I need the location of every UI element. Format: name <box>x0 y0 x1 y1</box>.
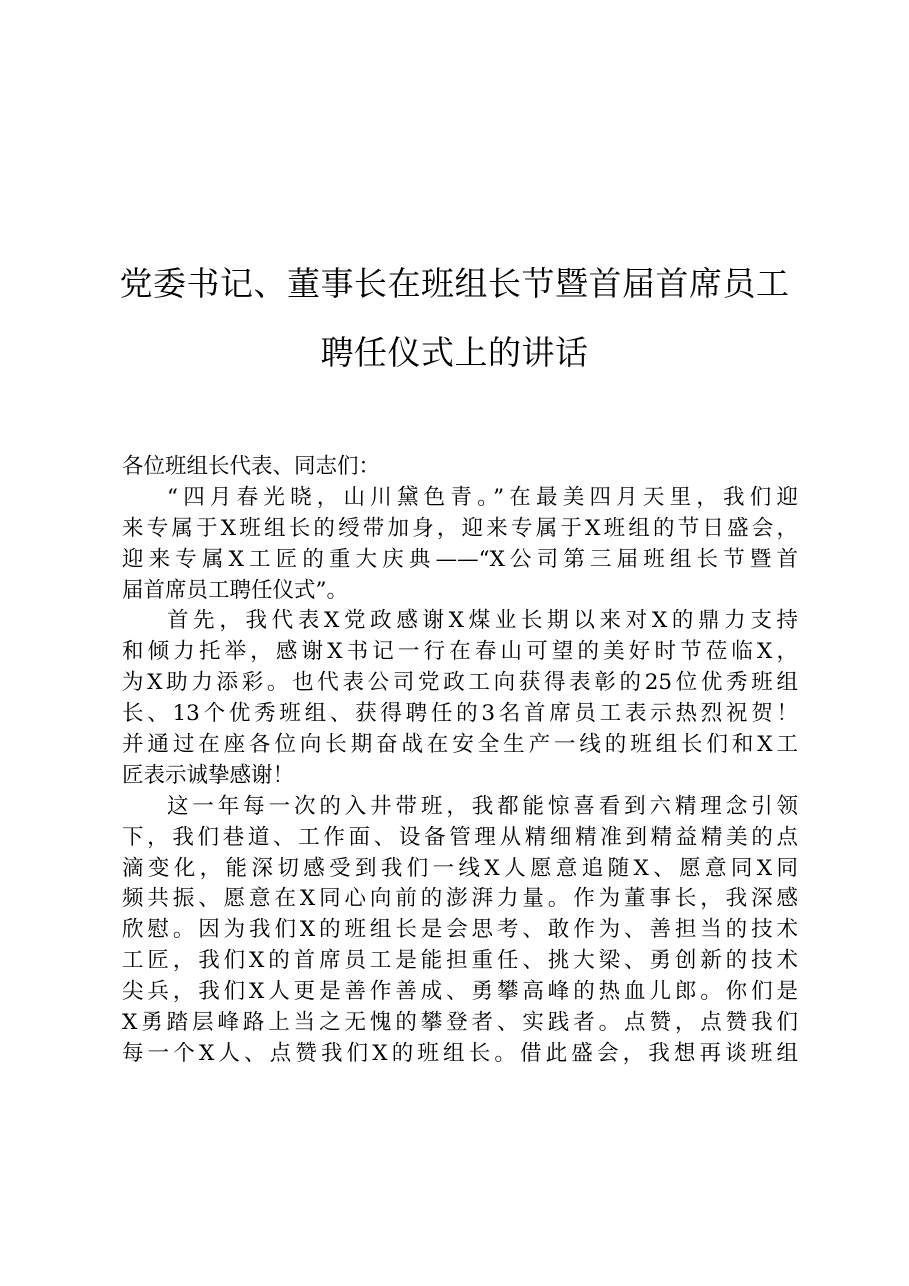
document-title-line-1: 党委书记、董事长在班组长节暨首届首席员工 <box>119 264 790 303</box>
paragraph-3-line-7: 尖兵，我们X人更是善作善成、勇攀高峰的热血儿郎。你们是 <box>122 979 798 1005</box>
paragraph-3-line-9: 每一个X人、点赞我们X的班组长。借此盛会，我想再谈班组 <box>122 1040 798 1066</box>
paragraph-3-line-8: X勇踏层峰路上当之无愧的攀登者、实践者。点赞，点赞我们 <box>122 1010 798 1036</box>
paragraph-2-line-3: 为X助力添彩。也代表公司党政工向获得表彰的25位优秀班组 <box>122 670 798 696</box>
paragraph-1-line-1: “四月春光晓，山川黛色青。”在最美四月天里，我们迎 <box>167 484 798 510</box>
paragraph-2-line-2: 和倾力托举，感谢X书记一行在春山可望的美好时节莅临X， <box>122 639 798 665</box>
paragraph-1-line-4: 届首席员工聘任仪式”。 <box>122 577 348 603</box>
paragraph-3-line-4: 频共振、愿意在X同心向前的澎湃力量。作为董事长，我深感 <box>122 886 798 912</box>
document-title-line-2: 聘任仪式上的讲话 <box>320 333 589 372</box>
paragraph-2-line-4: 长、13个优秀班组、获得聘任的3名首席员工表示热烈祝贺！ <box>122 701 798 727</box>
salutation: 各位班组长代表、同志们： <box>122 454 381 479</box>
paragraph-2-line-1: 首先，我代表X党政感谢X煤业长期以来对X的鼎力支持 <box>167 608 798 634</box>
paragraph-3-line-6: 工匠，我们X的首席员工是能担重任、挑大梁、勇创新的技术 <box>122 948 798 974</box>
paragraph-2-line-6: 匠表示诚挚感谢！ <box>122 762 295 788</box>
paragraph-1-line-3: 迎来专属X工匠的重大庆典——“X公司第三届班组长节暨首 <box>122 546 798 572</box>
document-body <box>122 452 798 1070</box>
paragraph-2-line-5: 并通过在座各位向长期奋战在安全生产一线的班组长们和X工 <box>122 732 798 758</box>
paragraph-3-line-5: 欣慰。因为我们X的班组长是会思考、敢作为、善担当的技术 <box>122 917 798 943</box>
paragraph-3-line-3: 滴变化，能深切感受到我们一线X人愿意追随X、愿意同X同 <box>122 855 798 881</box>
paragraph-1-line-2: 来专属于X班组长的绶带加身，迎来专属于X班组的节日盛会， <box>122 515 798 541</box>
paragraph-3-line-2: 下，我们巷道、工作面、设备管理从精细精准到精益精美的点 <box>122 824 798 850</box>
paragraph-3-line-1: 这一年每一次的入井带班，我都能惊喜看到六精理念引领 <box>167 793 798 819</box>
